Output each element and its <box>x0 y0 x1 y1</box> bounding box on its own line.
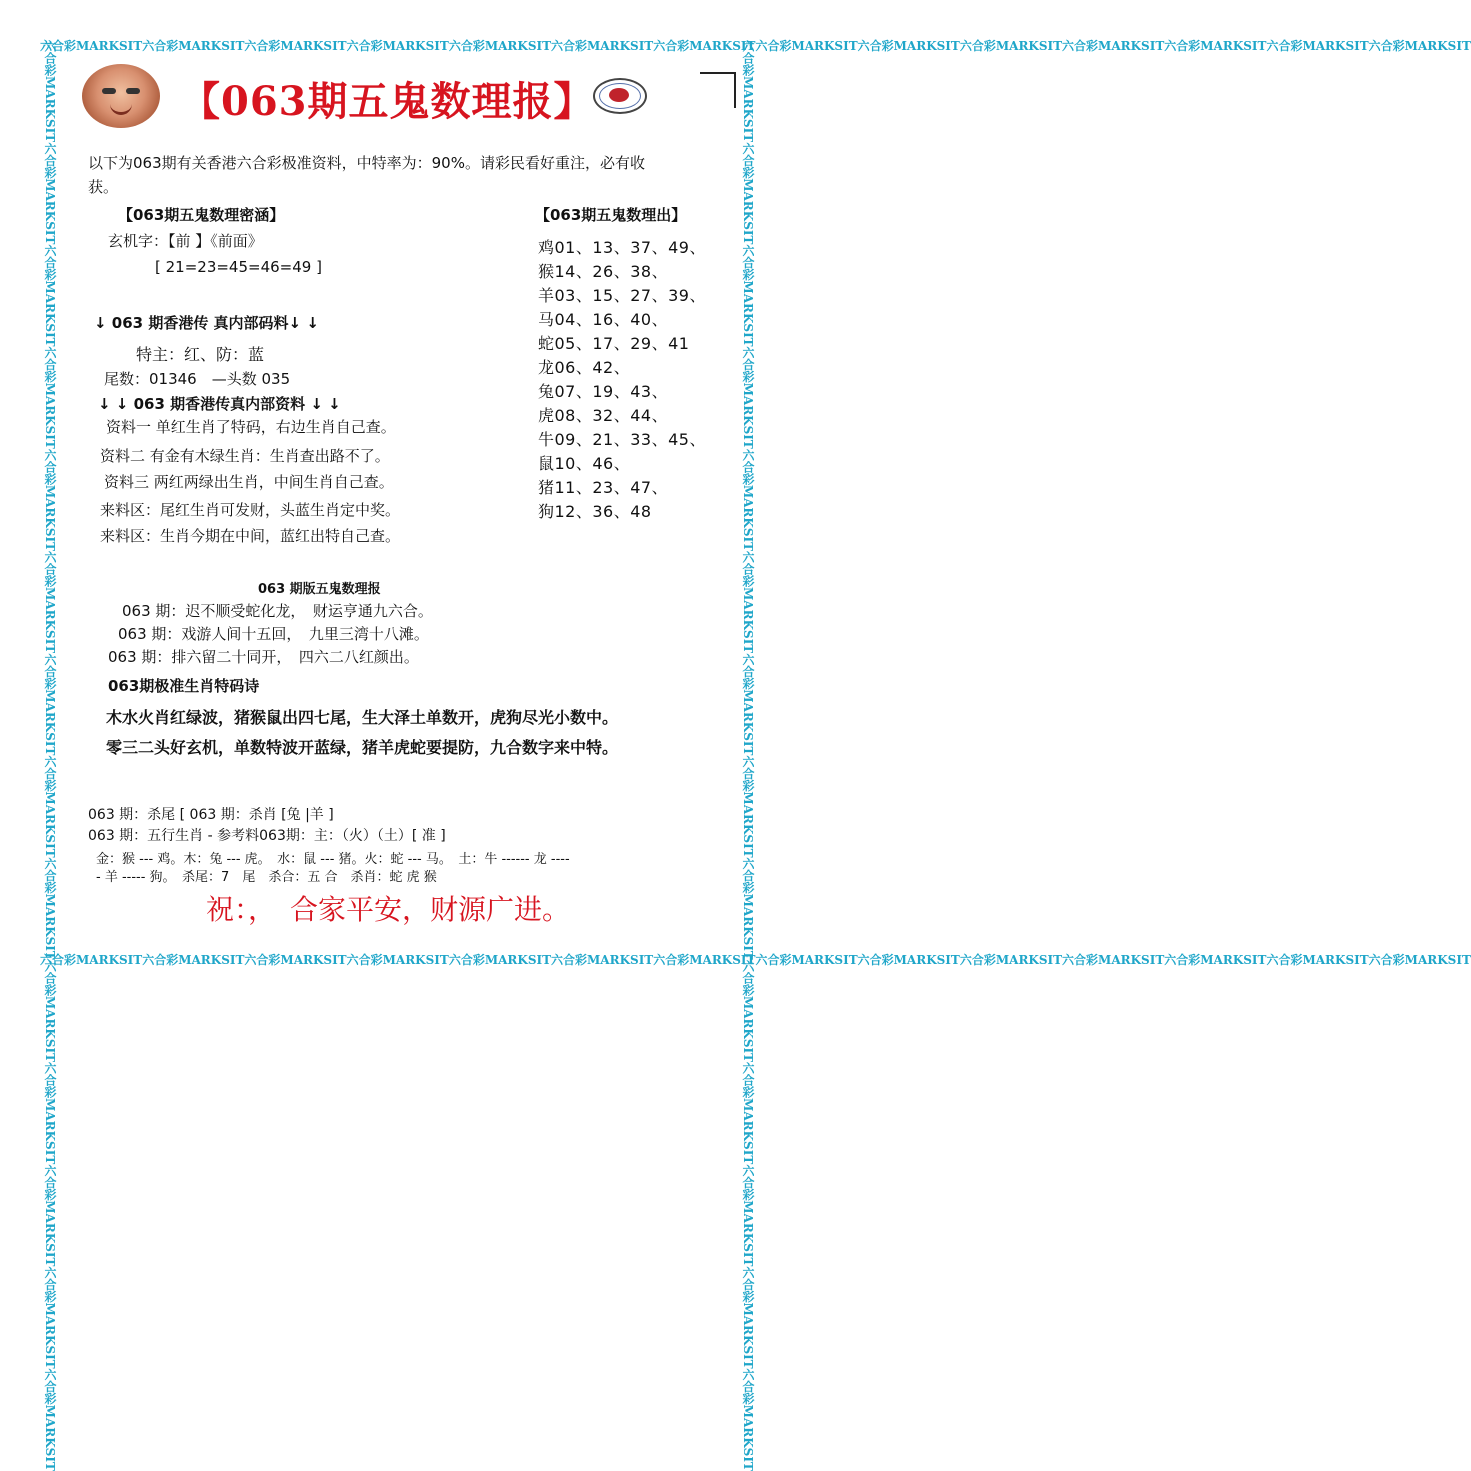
formula-text: [ 21=23=45=46=49 ] <box>155 258 322 276</box>
weishu-text: 尾数：01346 —头数 035 <box>104 370 291 388</box>
ziliao-line: 资料二 有金有木绿生肖：生肖查出路不了。 <box>100 447 390 465</box>
zodiac-row: 龙06、42、 <box>538 358 631 377</box>
tezhu-text: 特主：红、防：蓝 <box>136 345 265 364</box>
zodiac-row: 羊03、15、27、39、 <box>538 286 706 305</box>
ziliao-line: 来料区：尾红生肖可发财，头蓝生肖定中奖。 <box>100 501 401 519</box>
hk-title: ↓ 063 期香港传 真内部码料↓ ↓ <box>94 314 319 332</box>
ziliao-line: 资料三 两红两绿出生肖，中间生肖自己查。 <box>104 473 394 491</box>
ziliao-line: 资料一 单红生肖了特码，右边生肖自己查。 <box>106 418 396 436</box>
intro-text-cont: 获。 <box>88 178 119 196</box>
zodiac-row: 狗12、36、48 <box>538 502 652 521</box>
special-line: 零三二头好玄机，单数特波开蓝绿，猪羊虎蛇要提防，九合数字来中特。 <box>106 738 619 757</box>
left-section-title: 【063期五鬼数理密涵】 <box>118 206 285 224</box>
ziliao-line: 来料区：生肖今期在中间，蓝红出特自己查。 <box>100 527 401 545</box>
border-left: 六合彩MARKSIT六合彩MARKSIT六合彩MARKSIT六合彩MARKSIT六合彩MARKSIT六合彩MARKSIT六合彩MARKSIT六合彩MARKSIT六合彩MARKSIT六合彩MARKSIT六合彩MARKSIT六合彩MARKSIT六合彩MARKSIT六合彩MARKSIT <box>43 40 57 1471</box>
poem-title: 063 期版五鬼数理报 <box>258 582 381 597</box>
border-bottom: 六合彩MARKSIT六合彩MARKSIT六合彩MARKSIT六合彩MARKSIT六合彩MARKSIT六合彩MARKSIT六合彩MARKSIT六合彩MARKSIT六合彩MARKSIT六合彩MARKSIT六合彩MARKSIT六合彩MARKSIT六合彩MARKSIT六合彩MARKSIT <box>40 953 1471 967</box>
zodiac-row: 猪11、23、47、 <box>538 478 669 497</box>
zodiac-row: 猴14、26、38、 <box>538 262 669 281</box>
seal-logo <box>593 78 647 114</box>
hk-title-2: ↓ ↓ 063 期香港传真内部资料 ↓ ↓ <box>98 395 341 413</box>
bottom-line-2: 063 期：五行生肖 - 参考料063期：主：（火）（土）[ 准 ] <box>88 828 446 844</box>
intro-text: 以下为063期有关香港六合彩极准资料，中特率为：90%。请彩民看好重注，必有收 <box>88 154 645 172</box>
border-top: 六合彩MARKSIT六合彩MARKSIT六合彩MARKSIT六合彩MARKSIT六合彩MARKSIT六合彩MARKSIT六合彩MARKSIT六合彩MARKSIT六合彩MARKSIT六合彩MARKSIT六合彩MARKSIT六合彩MARKSIT六合彩MARKSIT六合彩MARKSIT <box>40 39 1471 53</box>
zodiac-row: 兔07、19、43、 <box>538 382 669 401</box>
zodiac-row: 虎08、32、44、 <box>538 406 669 425</box>
zodiac-row: 鼠10、46、 <box>538 454 631 473</box>
xuanji-text: 玄机字：【前 】《前面》 <box>108 232 263 250</box>
poem-line: 063 期：戏游人间十五回， 九里三湾十八滩。 <box>118 625 429 643</box>
right-section-title: 【063期五鬼数理出】 <box>535 206 687 224</box>
bottom-line-1: 063 期：杀尾 [ 063 期：杀肖 [兔 |羊 ] <box>88 807 334 823</box>
blessing-text: 祝：， 合家平安，财源广进。 <box>206 893 571 926</box>
zodiac-row: 牛09、21、33、45、 <box>538 430 706 449</box>
special-title: 063期极准生肖特码诗 <box>108 677 260 695</box>
poem-line: 063 期：排六留二十同开， 四六二八红颜出。 <box>108 648 419 666</box>
poem-line: 063 期：迟不顺受蛇化龙， 财运亨通九六合。 <box>122 602 433 620</box>
avatar <box>82 64 160 128</box>
zodiac-row: 蛇05、17、29、41 <box>538 334 690 353</box>
bottom-line-3: 金：猴 --- 鸡。木：兔 --- 虎。 水：鼠 --- 猪。火：蛇 --- 马。 土：牛 ------ 龙 ---- <box>96 852 570 867</box>
special-line: 木水火肖红绿波，猪猴鼠出四七尾，生大泽土单数开，虎狗尽光小数中。 <box>106 708 619 727</box>
zodiac-row: 鸡01、13、37、49、 <box>538 238 706 257</box>
border-right: 六合彩MARKSIT六合彩MARKSIT六合彩MARKSIT六合彩MARKSIT六合彩MARKSIT六合彩MARKSIT六合彩MARKSIT六合彩MARKSIT六合彩MARKSIT六合彩MARKSIT六合彩MARKSIT六合彩MARKSIT六合彩MARKSIT六合彩MARKSIT <box>741 40 755 1471</box>
page-title: 【063期五鬼数理报】 <box>180 78 595 125</box>
corner-mark <box>700 72 736 108</box>
bottom-line-4: - 羊 ----- 狗。 杀尾：7 尾 杀合：五 合 杀肖：蛇 虎 猴 <box>96 870 437 885</box>
zodiac-row: 马04、16、40、 <box>538 310 669 329</box>
